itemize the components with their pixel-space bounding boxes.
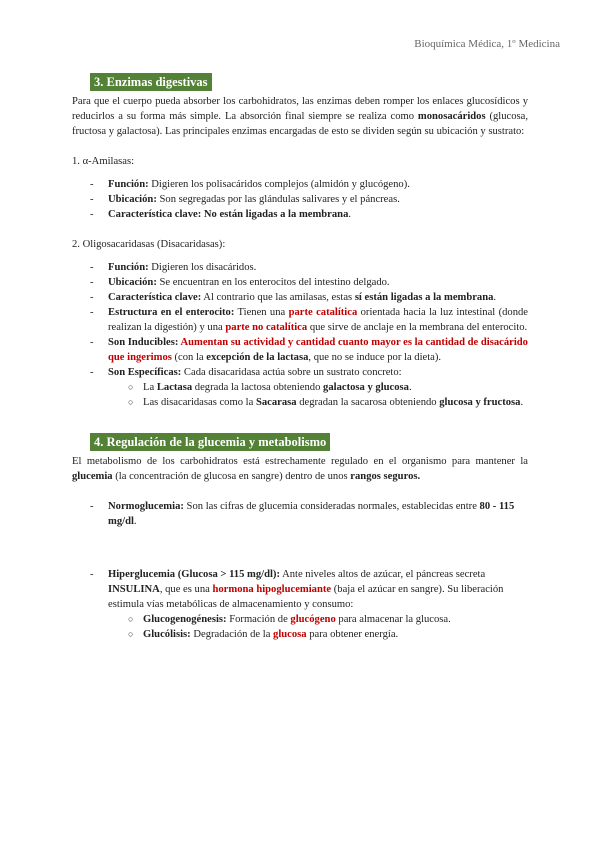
oligosacaridasas-list — [72, 260, 528, 410]
list-item: - Son Específicas: Cada disacaridasa actúa sobre un sustrato concreto: ○ La Lactasa degrada la lactosa obteniendo galactosa y glucosa. ○ Las disacaridasas como la Sacarasa degradan la sacarosa obteniendo glucosa y fructosa. — [72, 365, 528, 410]
hiperglucemia-sublist — [108, 612, 528, 642]
hiperglucemia-list — [72, 567, 528, 642]
list-item: - Característica clave: No están ligadas a la membrana. — [72, 207, 528, 222]
list-item: - Función: Digieren los disacáridos. — [72, 260, 528, 275]
list-item: - Normoglucemia: Son las cifras de glucemia consideradas normales, establecidas entre 80 - 115 mg/dl. — [72, 499, 528, 529]
page-header: Bioquímica Médica, 1º Medicina — [414, 38, 560, 50]
list-item: - Hiperglucemia (Glucosa > 115 mg/dl): Ante niveles altos de azúcar, el páncreas secreta INSULINA, que es una hormona hipoglucemiante (baja el azúcar en sangre). Su liberación estimula vías metabólicas de almacenamiento y consumo: ○ Glucogenogénesis: Formación de glucógeno para almacenar la glucosa. ○ Glucólisis: Degradación de la glucosa para obtener energía. — [72, 567, 528, 642]
list-item: - Son Inducibles: Aumentan su actividad y cantidad cuanto mayor es la cantidad de disacárido que ingerimos (con la excepción de la lactasa, que no se induce por la dieta). — [72, 335, 528, 365]
normoglucemia-list — [72, 499, 528, 529]
document-body — [72, 73, 528, 642]
list-item: ○ Las disacaridasas como la Sacarasa degradan la sacarosa obteniendo glucosa y fructosa. — [72, 395, 528, 410]
section-heading-4 — [90, 433, 528, 451]
section-3-title: 3. Enzimas digestivas — [90, 73, 212, 91]
list-item: - Función: Digieren los polisacáridos complejos (almidón y glucógeno). — [72, 177, 528, 192]
section-4-title: 4. Regulación de la glucemia y metabolismo — [90, 433, 330, 451]
amilasas-title: 1. α-Amilasas: — [72, 156, 135, 167]
section-4-intro: El metabolismo de los carbohidratos está estrechamente regulado en el organismo para mantener la glucemia (la concentración de glucosa en sangre) dentro de unos rangos seguros. — [72, 456, 528, 482]
list-item: - Característica clave: Al contrario que las amilasas, estas sí están ligadas a la membrana. — [72, 290, 528, 305]
section-heading-3 — [90, 73, 528, 91]
list-item: ○ La Lactasa degrada la lactosa obteniendo galactosa y glucosa. — [72, 380, 528, 395]
amilasas-list — [72, 177, 528, 222]
list-item: - Ubicación: Se encuentran en los enterocitos del intestino delgado. — [72, 275, 528, 290]
list-item: - Estructura en el enterocito: Tienen una parte catalítica orientada hacia la luz intestinal (donde realizan la digestión) y una parte no catalítica que sirve de anclaje en la membrana del enterocito. — [72, 305, 528, 335]
list-item: ○ Glucogenogénesis: Formación de glucógeno para almacenar la glucosa. — [72, 612, 528, 627]
especificas-sublist — [108, 380, 528, 410]
list-item: - Ubicación: Son segregadas por las glándulas salivares y el páncreas. — [72, 192, 528, 207]
list-item: ○ Glucólisis: Degradación de la glucosa para obtener energía. — [72, 627, 528, 642]
oligosacaridasas-title: 2. Oligosacaridasas (Disacaridasas): — [72, 239, 226, 250]
section-3-intro: Para que el cuerpo pueda absorber los carbohidratos, las enzimas deben romper los enlaces glucosídicos y reducirlos a su forma más simple. La absorción final siempre se realiza como monosacáridos (glucosa, fructosa y galactosa). Las principales enzimas encargadas de esto se dividen según su ubicación y sustrato: — [72, 96, 528, 137]
